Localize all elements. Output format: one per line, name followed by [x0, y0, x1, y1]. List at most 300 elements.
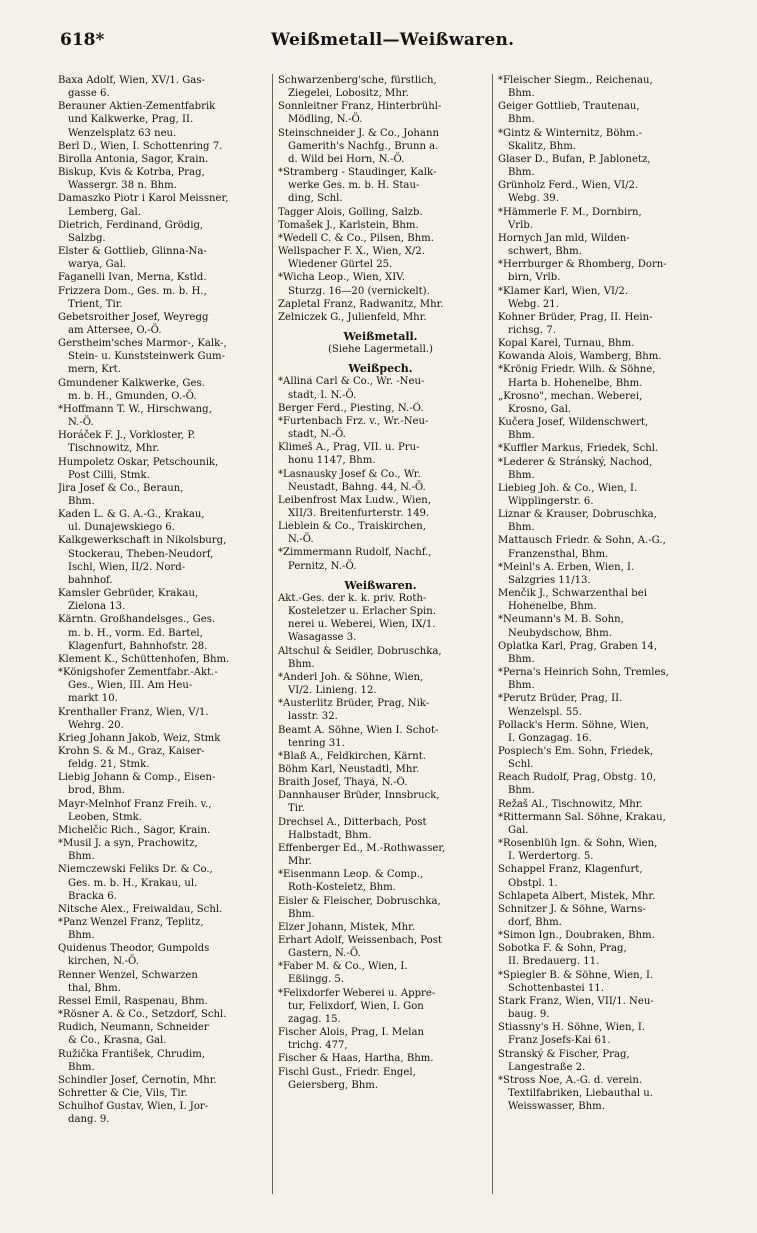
entry-line: Kohner Brüder, Prag, II. Hein- — [498, 311, 653, 323]
directory-entry — [498, 745, 703, 771]
entry-line: Braith Josef, Thaya, N.-Ö. — [278, 777, 408, 789]
entry-continuation-line: Wehrg. 20. — [68, 719, 124, 731]
entry-line: Zapletal Franz, Radwanitz, Mhr. — [278, 298, 444, 310]
entry-continuation-line: warya, Gal. — [68, 259, 127, 271]
entry-continuation-line: schwert, Bhm. — [508, 246, 582, 258]
directory-entry — [498, 969, 703, 995]
entry-line: Kowanda Alois, Wamberg, Bhm. — [498, 351, 662, 363]
directory-entry — [498, 1021, 703, 1047]
entry-continuation-line: Neustadt, Bahng. 44, N.-Ö. — [288, 481, 426, 493]
entry-line: Krenthaller Franz, Wien, V/1. — [58, 706, 209, 718]
entry-line: *Spiegler B. & Söhne, Wien, I. — [498, 969, 654, 981]
entry-continuation-line: Vrlb. — [508, 219, 534, 231]
entry-line: Berl D., Wien, I. Schottenring 7. — [58, 140, 223, 152]
entry-continuation-line: brod, Bhm. — [68, 785, 125, 797]
entry-continuation-line: Schottenbastei 11. — [508, 982, 604, 994]
entry-continuation-line: Trient, Tir. — [68, 298, 123, 310]
directory-entry — [278, 592, 483, 645]
entry-continuation-line: & Co., Krasna, Gal. — [68, 1035, 167, 1047]
entry-line: Schindler Josef, Černotin, Mhr. — [58, 1074, 217, 1086]
directory-entry — [278, 1052, 483, 1065]
directory-entry — [498, 127, 703, 153]
entry-line: Krieg Johann Jakob, Weiz, Stmk — [58, 732, 221, 744]
directory-entry — [278, 776, 483, 789]
entry-continuation-line: Lemberg, Gal. — [68, 206, 141, 218]
directory-entry — [58, 219, 263, 245]
entry-line: *Herrburger & Rhomberg, Dorn- — [498, 259, 667, 271]
entry-line: Sobotka F. & Sohn, Prag, — [498, 943, 627, 955]
entry-line: Berger Ferd., Piesting, N.-Ö. — [278, 402, 424, 414]
directory-entry — [278, 441, 483, 467]
entry-line: *Gintz & Winternitz, Böhm.- — [498, 127, 643, 139]
entry-continuation-line: ding, Schl. — [288, 193, 343, 205]
directory-entry — [278, 645, 483, 671]
entry-line: Oplatka Karl, Prag, Graben 14, — [498, 640, 658, 652]
directory-entry — [498, 153, 703, 179]
entry-continuation-line: Textilfabriken, Liebauthal u. — [508, 1088, 654, 1100]
entry-continuation-line: Ges. m. b. H., Krakau, ul. — [68, 877, 198, 889]
entry-continuation-line: Sturzg. 16—20 (vernickelt). — [288, 285, 430, 297]
directory-entry — [278, 520, 483, 546]
entry-continuation-line: ul. Dunajewskiego 6. — [68, 522, 175, 534]
entry-continuation-line: Bhm. — [508, 469, 535, 481]
directory-entry — [58, 995, 263, 1008]
entry-line: *Rittermann Sal. Söhne, Krakau, — [498, 811, 666, 823]
entry-continuation-line: Salzgries 11/13. — [508, 574, 591, 586]
entry-continuation-line: Bhm. — [68, 496, 95, 507]
directory-entry — [498, 482, 703, 508]
directory-entry — [58, 482, 263, 508]
entry-line: Pollack's Herm. Söhne, Wien, — [498, 719, 649, 731]
entry-line: Liebig Johann & Comp., Eisen- — [58, 772, 216, 784]
entry-continuation-line: Bhm. — [68, 851, 95, 863]
entry-continuation-line: trichg. 477, — [288, 1040, 348, 1052]
entry-continuation-line: baug. 9. — [508, 1009, 550, 1021]
entry-line: Kaden L. & G. A.-G., Krakau, — [58, 509, 205, 521]
entry-continuation-line: Ziegelei, Lobositz, Mhr. — [288, 88, 409, 100]
directory-entry — [498, 285, 703, 311]
directory-entry — [278, 245, 483, 271]
directory-entry — [58, 666, 263, 705]
directory-entry — [278, 74, 483, 100]
column-3 — [498, 74, 703, 1214]
directory-entry — [498, 692, 703, 718]
directory-entry — [278, 298, 483, 311]
directory-columns — [58, 74, 704, 1214]
directory-entry — [58, 403, 263, 429]
entry-continuation-line: tenring 31. — [288, 737, 345, 749]
entry-line: Erhart Adolf, Weissenbach, Post — [278, 935, 442, 946]
entry-continuation-line: Bhm. — [508, 430, 535, 442]
page-header — [0, 30, 757, 56]
section-heading: Weißwaren. — [344, 578, 417, 592]
directory-entry — [498, 995, 703, 1021]
directory-entry — [498, 337, 703, 350]
directory-entry — [58, 916, 263, 942]
entry-continuation-line: feldg. 21, Stmk. — [68, 759, 150, 771]
entry-line: Beamt A. Söhne, Wien I. Schot- — [278, 724, 439, 736]
entry-continuation-line: birn, Vrlb. — [508, 272, 561, 284]
entry-line: Schlapeta Albert, Mistek, Mhr. — [498, 890, 656, 902]
entry-line: Effenberger Ed., M.-Rothwasser, — [278, 842, 446, 854]
entry-line: *Königshofer Zementfabr.-Akt.- — [58, 667, 218, 679]
directory-entry — [278, 921, 483, 934]
entry-line: Klement K., Schüttenhofen, Bhm. — [58, 653, 230, 665]
directory-entry — [58, 969, 263, 995]
column-2 — [278, 74, 483, 1214]
directory-entry — [278, 671, 483, 697]
directory-entry — [278, 219, 483, 232]
entry-line: Elzer Johann, Mistek, Mhr. — [278, 921, 416, 933]
entry-line: Böhm Karl, Neustadtl, Mhr. — [278, 763, 420, 775]
directory-entry — [58, 377, 263, 403]
directory-entry — [498, 1048, 703, 1074]
directory-entry — [278, 789, 483, 815]
entry-continuation-line: Weisswasser, Bhm. — [508, 1101, 605, 1113]
entry-continuation-line: I. Gonzagag. 16. — [508, 732, 592, 744]
entry-line: Hornych Jan mld, Wilden- — [498, 232, 630, 244]
column-1 — [58, 74, 263, 1214]
directory-entry — [498, 179, 703, 205]
entry-continuation-line: stadt, N.-Ö. — [288, 429, 346, 441]
entry-line: *Neumann's M. B. Sohn, — [498, 614, 624, 626]
directory-entry — [58, 285, 263, 311]
entry-continuation-line: Neubydschow, Bhm. — [508, 627, 612, 639]
directory-entry — [498, 311, 703, 337]
directory-entry — [498, 508, 703, 534]
entry-line: *Austerlitz Brüder, Prag, Nik- — [278, 698, 430, 710]
entry-line: Eisler & Fleischer, Dobruschka, — [278, 895, 441, 907]
directory-entry — [278, 1026, 483, 1052]
directory-entry — [58, 166, 263, 192]
directory-entry — [58, 1087, 263, 1100]
entry-continuation-line: lasstr. 32. — [288, 711, 338, 723]
entry-continuation-line: Halbstadt, Bhm. — [288, 829, 372, 841]
entry-continuation-line: Geiersberg, Bhm. — [288, 1079, 379, 1091]
entry-line: Zelniczek G., Julienfeld, Mhr. — [278, 311, 427, 323]
entry-line: Liebieg Joh. & Co., Wien, I. — [498, 482, 638, 494]
directory-entry — [498, 1074, 703, 1113]
entry-continuation-line: Webg. 39. — [508, 193, 559, 205]
directory-entry — [58, 245, 263, 271]
entry-line: Altschul & Seidler, Dobruschka, — [278, 645, 442, 657]
entry-continuation-line: Krosno, Gal. — [508, 403, 572, 415]
entry-continuation-line: nerei u. Weberei, Wien, IX/1. — [288, 619, 436, 631]
entry-line: Menčik J., Schwarzenthal bei — [498, 588, 647, 600]
entry-continuation-line: Franz Josefs-Kai 61. — [508, 1035, 611, 1047]
entry-line: Berauner Aktien-Zementfabrik — [58, 101, 216, 113]
directory-entry — [278, 842, 483, 868]
directory-entry — [498, 232, 703, 258]
entry-continuation-line: Obstpl. 1. — [508, 877, 558, 889]
directory-entry — [58, 771, 263, 797]
entry-line: *Lederer & Stránský, Nachod, — [498, 456, 653, 468]
directory-entry — [278, 206, 483, 219]
entry-continuation-line: Bhm. — [68, 930, 95, 942]
entry-continuation-line: Wiedener Gürtel 25. — [288, 259, 393, 271]
entry-continuation-line: Bhm. — [68, 1061, 95, 1073]
entry-line: Ružička František, Chrudim, — [58, 1048, 205, 1060]
directory-entry — [498, 350, 703, 363]
entry-continuation-line: I. Werdertorg. 5. — [508, 851, 594, 863]
directory-entry — [58, 140, 263, 153]
entry-continuation-line: Bhm. — [508, 653, 535, 665]
directory-entry — [498, 442, 703, 455]
directory-entry — [278, 127, 483, 166]
entry-continuation-line: honu 1147, Bhm. — [288, 455, 376, 467]
directory-entry — [58, 311, 263, 337]
entry-line: *Krönig Friedr. Wilh. & Söhne, — [498, 364, 656, 376]
directory-entry — [58, 653, 263, 666]
entry-line: Fischer Alois, Prag, I. Melan — [278, 1027, 424, 1039]
directory-entry — [498, 100, 703, 126]
entry-continuation-line: Stein- u. Kunststeinwerk Gum- — [68, 351, 226, 363]
entry-continuation-line: Bhm. — [288, 908, 315, 920]
directory-entry — [278, 546, 483, 572]
entry-line: Michelčic Rich., Sagor, Krain. — [58, 824, 211, 836]
directory-entry — [58, 1100, 263, 1126]
entry-line: Stiassny's H. Söhne, Wien, I. — [498, 1022, 646, 1034]
entry-line: Schwarzenberg'sche, fürstlich, — [278, 75, 437, 86]
entry-continuation-line: Klagenfurt, Bahnhofstr. 28. — [68, 640, 208, 652]
directory-entry — [498, 771, 703, 797]
entry-line: Geiger Gottlieb, Trautenau, — [498, 101, 640, 113]
entry-continuation-line: Ischl, Wien, II/2. Nord- — [68, 561, 186, 573]
entry-continuation-line: Kosteletzer u. Erlacher Spin. — [288, 606, 436, 618]
directory-entry — [278, 697, 483, 723]
entry-line: „Krosno", mechan. Weberei, — [498, 390, 643, 402]
entry-continuation-line: N.-Ö. — [68, 417, 94, 429]
directory-entry — [58, 903, 263, 916]
entry-continuation-line: richsg. 7. — [508, 324, 556, 336]
entry-continuation-line: Post Cilli, Stmk. — [68, 469, 150, 481]
entry-line: *Wedell C. & Co., Pilsen, Bhm. — [278, 232, 434, 244]
entry-line: Horáček F. J., Vorkloster, P. — [58, 430, 196, 442]
entry-line: Quidenus Theodor, Gumpolds — [58, 943, 210, 955]
entry-continuation-line: dorf, Bhm. — [508, 917, 562, 928]
entry-line: Gebetsroither Josef, Weyregg — [58, 311, 209, 323]
section-heading: Weißpech. — [348, 362, 413, 376]
directory-entry — [498, 206, 703, 232]
entry-continuation-line: Tir. — [288, 803, 305, 815]
entry-continuation-line: Eßlingg. 5. — [288, 974, 345, 986]
entry-continuation-line: Wassergr. 38 n. Bhm. — [68, 180, 177, 192]
directory-entry — [58, 732, 263, 745]
section-note: (Siehe Lagermetall.) — [328, 344, 433, 356]
entry-line: Gerstheim'sches Marmor-, Kalk-, — [58, 338, 227, 350]
entry-continuation-line: II. Bredauerg. 11. — [508, 956, 600, 968]
entry-line: Stark Franz, Wien, VII/1. Neu- — [498, 995, 654, 1007]
entry-line: Fischer & Haas, Hartha, Bhm. — [278, 1053, 434, 1065]
entry-line: Birolla Antonia, Sagor, Krain. — [58, 153, 209, 165]
entry-line: Sonnleitner Franz, Hinterbrühl- — [278, 101, 442, 113]
entry-line: Mattausch Friedr. & Sohn, A.-G., — [498, 535, 666, 547]
entry-continuation-line: zagag. 15. — [288, 1013, 341, 1025]
entry-line: *Faber M. & Co., Wien, I. — [278, 961, 408, 973]
entry-continuation-line: Bhm. — [508, 114, 535, 126]
entry-line: *Meinl's A. Erben, Wien, I. — [498, 561, 635, 573]
entry-line: *Panz Wenzel Franz, Teplitz, — [58, 917, 204, 928]
entry-line: Reach Rudolf, Prag, Obstg. 10, — [498, 772, 657, 784]
directory-entry — [278, 724, 483, 750]
entry-line: *Stramberg - Staudinger, Kalk- — [278, 167, 437, 179]
entry-line: Leibenfrost Max Ludw., Wien, — [278, 494, 432, 506]
entry-line: *Simon Ign., Doubraken, Bhm. — [498, 930, 655, 942]
directory-entry — [498, 942, 703, 968]
entry-continuation-line: Bhm. — [508, 680, 535, 692]
entry-line: *Perutz Brüder, Prag, II. — [498, 693, 623, 705]
entry-continuation-line: Bhm. — [288, 658, 315, 670]
directory-entry — [278, 311, 483, 324]
directory-entry — [58, 508, 263, 534]
entry-continuation-line: Langestraße 2. — [508, 1061, 586, 1073]
entry-line: Schappel Franz, Klagenfurt, — [498, 864, 643, 876]
entry-line: *Felixdorfer Weberei u. Appre- — [278, 987, 436, 999]
directory-entry — [498, 74, 703, 100]
entry-line: Frizzera Dom., Ges. m. b. H., — [58, 285, 207, 297]
entry-line: Tagger Alois, Golling, Salzb. — [278, 206, 423, 218]
page-number: 618* — [60, 30, 105, 50]
directory-entry — [58, 456, 263, 482]
entry-line: Schretter & Cie, Vils, Tir. — [58, 1088, 188, 1100]
directory-entry — [58, 863, 263, 902]
entry-line: Krohn S. & M., Graz, Kaiser- — [58, 745, 205, 757]
entry-line: Nitsche Alex., Freiwaldau, Schl. — [58, 903, 223, 915]
entry-line: Steinschneider J. & Co., Johann — [278, 127, 439, 139]
entry-line: Dannhauser Brüder, Innsbruck, — [278, 790, 440, 802]
entry-line: *Rösner A. & Co., Setzdorf, Schl. — [58, 1009, 227, 1021]
entry-continuation-line: Webg. 21. — [508, 298, 559, 310]
entry-line: Akt.-Ges. der k. k. priv. Roth- — [278, 592, 427, 604]
entry-continuation-line: Wenzelspl. 55. — [508, 706, 582, 718]
directory-entry — [498, 811, 703, 837]
entry-line: *Rosenblüh Ign. & Sohn, Wien, — [498, 838, 658, 850]
directory-entry — [498, 456, 703, 482]
entry-line: *Perna's Heinrich Sohn, Tremles, — [498, 667, 669, 679]
entry-line: Kalkgewerkschaft in Nikolsburg, — [58, 535, 227, 547]
directory-entry — [58, 613, 263, 652]
entry-continuation-line: und Kalkwerke, Prag, II. — [68, 114, 194, 126]
entry-line: *Anderl Joh. & Söhne, Wien, — [278, 671, 424, 683]
entry-continuation-line: Bhm. — [508, 785, 535, 797]
entry-continuation-line: Franzensthal, Bhm. — [508, 548, 609, 560]
entry-continuation-line: Wenzelsplatz 63 neu. — [68, 127, 177, 139]
directory-entry — [58, 837, 263, 863]
directory-entry — [498, 534, 703, 560]
entry-line: Kučera Josef, Wildenschwert, — [498, 417, 649, 429]
directory-entry — [58, 587, 263, 613]
directory-entry — [58, 534, 263, 587]
entry-continuation-line: stadt, I. N.-Ö. — [288, 389, 357, 401]
entry-line: Ressel Emil, Raspenau, Bhm. — [58, 995, 208, 1007]
entry-continuation-line: Skalitz, Bhm. — [508, 140, 576, 152]
entry-line: Biskup, Kvis & Kotrba, Prag, — [58, 167, 205, 179]
entry-continuation-line: Gastern, N.-Ö. — [288, 948, 361, 960]
directory-entry — [498, 390, 703, 416]
entry-line: *Fleischer Siegm., Reichenau, — [498, 75, 653, 86]
entry-continuation-line: thal, Bhm. — [68, 982, 121, 994]
entry-continuation-line: bahnhof. — [68, 574, 113, 586]
entry-continuation-line: Schl. — [508, 759, 534, 771]
directory-entry — [58, 1008, 263, 1021]
entry-line: *Musil J. a syn, Prachowitz, — [58, 838, 198, 850]
entry-continuation-line: Gal. — [508, 824, 529, 836]
entry-line: Stranský & Fischer, Prag, — [498, 1048, 630, 1060]
entry-continuation-line: Bracka 6. — [68, 890, 117, 902]
entry-continuation-line: werke Ges. m. b. H. Stau- — [288, 180, 420, 192]
entry-line: *Eisenmann Leop. & Comp., — [278, 869, 424, 881]
entry-continuation-line: Roth-Kosteletz, Bhm. — [288, 882, 396, 894]
directory-entry — [278, 402, 483, 415]
entry-line: Damaszko Piotr i Karol Meissner, — [58, 193, 229, 205]
directory-entry — [58, 1048, 263, 1074]
entry-line: Fischl Gust., Friedr. Engel, — [278, 1066, 416, 1078]
directory-entry — [498, 929, 703, 942]
entry-continuation-line: XII/3. Breitenfurterstr. 149. — [288, 508, 430, 519]
entry-line: Liznar & Krauser, Dobruschka, — [498, 509, 657, 521]
entry-continuation-line: gasse 6. — [68, 88, 110, 100]
directory-entry — [58, 824, 263, 837]
entry-line: Kärntn. Großhandelsges., Ges. — [58, 614, 216, 626]
directory-entry — [498, 837, 703, 863]
directory-entry — [278, 868, 483, 894]
entry-line: Elster & Gottlieb, Glinna-Na- — [58, 246, 207, 258]
entry-line: Faganelli Ivan, Merna, Kstld. — [58, 272, 207, 284]
entry-line: Lieblein & Co., Traiskirchen, — [278, 521, 426, 533]
entry-continuation-line: Hohenelbe, Bhm. — [508, 601, 597, 613]
directory-entry — [278, 271, 483, 297]
entry-continuation-line: N.-Ö. — [288, 534, 314, 546]
entry-line: Tomašek J., Karlstein, Bhm. — [278, 219, 419, 231]
directory-entry — [58, 942, 263, 968]
entry-line: *Klamer Karl, Wien, VI/2. — [498, 285, 629, 297]
directory-entry — [498, 258, 703, 284]
entry-line: *Lasnausky Josef & Co., Wr. — [278, 468, 421, 480]
entry-line: *Wicha Leop., Wien, XIV. — [278, 272, 405, 284]
entry-continuation-line: Mödling, N.-Ö. — [288, 114, 363, 126]
directory-entry — [278, 415, 483, 441]
entry-line: Renner Wenzel, Schwarzen — [58, 969, 198, 981]
entry-line: *Zimmermann Rudolf, Nachf., — [278, 547, 432, 559]
directory-entry — [58, 74, 263, 100]
entry-line: Drechsel A., Ditterbach, Post — [278, 816, 427, 828]
entry-continuation-line: markt 10. — [68, 693, 118, 705]
entry-line: *Kuffler Markus, Friedek, Schl. — [498, 443, 659, 455]
directory-entry — [498, 363, 703, 389]
entry-continuation-line: Harta b. Hohenelbe, Bhm. — [508, 377, 643, 389]
directory-entry — [58, 100, 263, 139]
directory-entry — [498, 416, 703, 442]
entry-line: Grünholz Ferd., Wien, VI/2. — [498, 180, 639, 192]
directory-entry — [278, 934, 483, 960]
directory-entry — [278, 468, 483, 494]
entry-line: Klimeš A., Prag, VII. u. Pru- — [278, 442, 420, 454]
entry-continuation-line: Leoben, Stmk. — [68, 811, 142, 823]
entry-line: Dietrich, Ferdinand, Grödig, — [58, 219, 204, 231]
entry-continuation-line: d. Wild bei Horn, N.-Ö. — [288, 153, 405, 165]
directory-entry — [58, 337, 263, 376]
entry-continuation-line: Stockerau, Theben-Neudorf, — [68, 548, 214, 560]
entry-line: Režaš Al., Tischnowitz, Mhr. — [498, 798, 643, 810]
directory-entry — [278, 763, 483, 776]
entry-line: Jira Josef & Co., Beraun, — [58, 482, 184, 494]
directory-entry — [278, 232, 483, 245]
directory-entry — [498, 640, 703, 666]
entry-line: Gmundener Kalkwerke, Ges. — [58, 377, 205, 389]
entry-line: Humpoletz Oskar, Petschounik, — [58, 456, 219, 468]
entry-continuation-line: mern, Krt. — [68, 364, 121, 376]
directory-entry — [278, 960, 483, 986]
